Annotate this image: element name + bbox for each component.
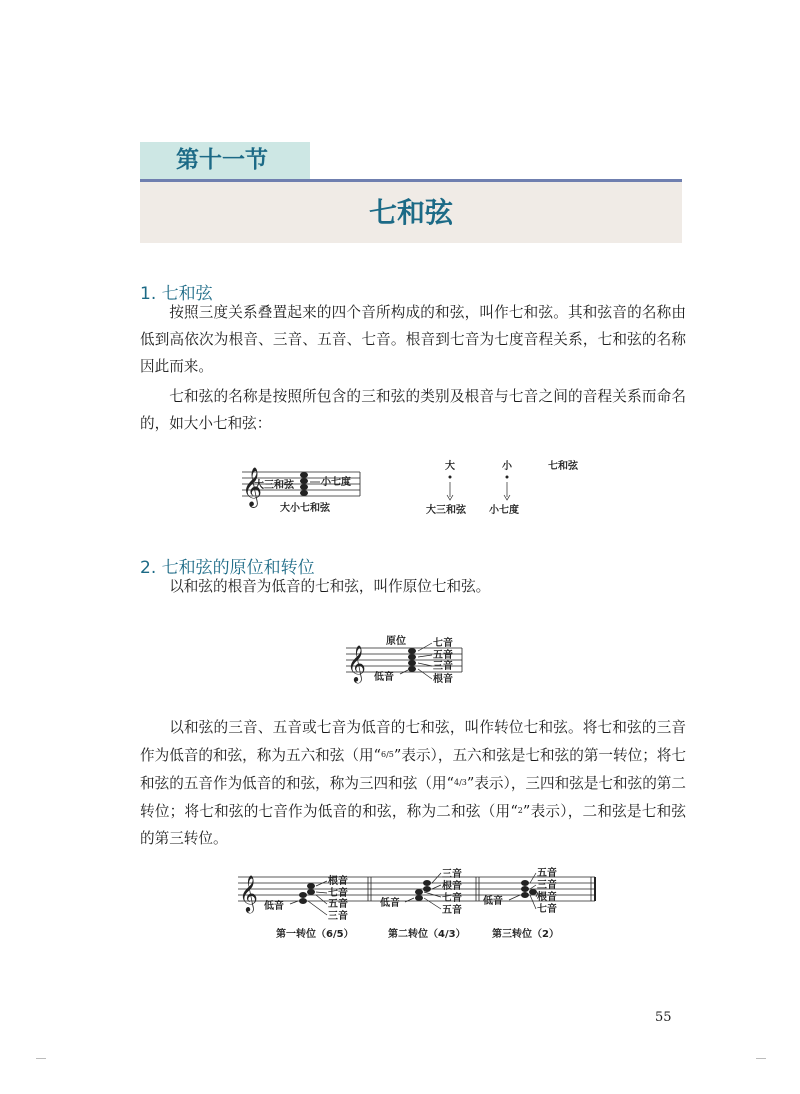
schema-triad: 大三和弦 [426,505,466,516]
figure-inversions [230,864,610,944]
label-bass-second: 低音 [380,898,400,909]
label-minor-seventh: 小七度 [321,477,351,488]
figure-dominant-seventh [230,452,600,522]
symbol-four-three: 4/3 [454,778,467,787]
paragraph-1: 按照三度关系叠置起来的四个音所构成的和弦，叫作七和弦。其和弦音的名称由低到高依次为根音、三音、五音、七音。根音到七音为七度音程关系，七和弦的名称因此而来。 [140,304,686,375]
svg-text:三音: 三音 [537,880,557,891]
svg-text:七音: 七音 [537,904,557,915]
schema-big: 大 [445,461,455,472]
treble-clef-icon: 𝄞 [242,467,263,507]
heading-1: 1. 七和弦 [140,284,213,304]
symbol-two: 2 [517,806,523,815]
label-seventh: 七音 [433,638,453,649]
page-title: 七和弦 [140,182,682,243]
svg-text:根音: 根音 [537,892,557,903]
label-bass-third: 低音 [483,896,503,907]
section-label: 第十一节 [140,142,310,179]
paragraph-4: 以和弦的三音、五音或七音为低音的七和弦，叫作转位七和弦。将七和弦的三音作为低音的和弦，称为五六和弦（用“$^{6/5}$”表示），五六和弦是七和弦的第一转位；将七和弦的五音作为低音的和弦，称为三四和弦（用“$^{4/3}$”表示），三四和弦是七和弦的第二转位；将七和弦的七音作为低音的和弦，称为二和弦（用“$^2$”表示），二和弦是七和弦的第三转位。 [140,719,686,847]
svg-text:七音: 七音 [442,893,462,904]
heading-2: 2. 七和弦的原位和转位 [140,558,315,578]
schema-interval: 小七度 [489,505,519,516]
svg-text:五音: 五音 [442,905,462,916]
page-number: 55 [655,1010,672,1025]
svg-text:七音: 七音 [328,888,348,899]
figure-root-position [340,630,470,690]
caption-first-inversion: 第一转位（6/5） [276,929,354,940]
label-major-triad: 大三和弦 [254,480,294,491]
caption-dominant-seventh: 大小七和弦 [280,503,330,514]
caption-third-inversion: 第三转位（2） [492,929,559,940]
crop-mark [36,1058,46,1059]
label-root-position: 原位 [386,636,406,647]
svg-text:根音: 根音 [442,881,462,892]
svg-text:根音: 根音 [328,876,348,887]
label-bass: 低音 [374,672,394,683]
symbol-six-five: 6/5 [381,750,394,759]
paragraph-3: 以和弦的根音为低音的七和弦，叫作原位七和弦。 [169,578,491,595]
svg-text:三音: 三音 [328,911,348,922]
schema-small: 小 [502,461,512,472]
label-root: 根音 [433,674,453,685]
caption-second-inversion: 第二转位（4/3） [388,929,466,940]
crop-mark [756,1058,766,1059]
treble-clef-icon: 𝄞 [347,644,366,682]
schema-name: 七和弦 [548,461,578,472]
label-third: 三音 [433,661,453,672]
label-bass-first: 低音 [264,901,284,912]
svg-text:三音: 三音 [442,869,462,880]
svg-text:五音: 五音 [328,899,348,910]
label-fifth: 五音 [433,650,453,661]
treble-clef-icon: 𝄞 [239,874,258,912]
paragraph-2: 七和弦的名称是按照所包含的三和弦的类别及根音与七音之间的音程关系而命名的，如大小七和弦： [140,388,686,432]
svg-text:五音: 五音 [537,868,557,879]
